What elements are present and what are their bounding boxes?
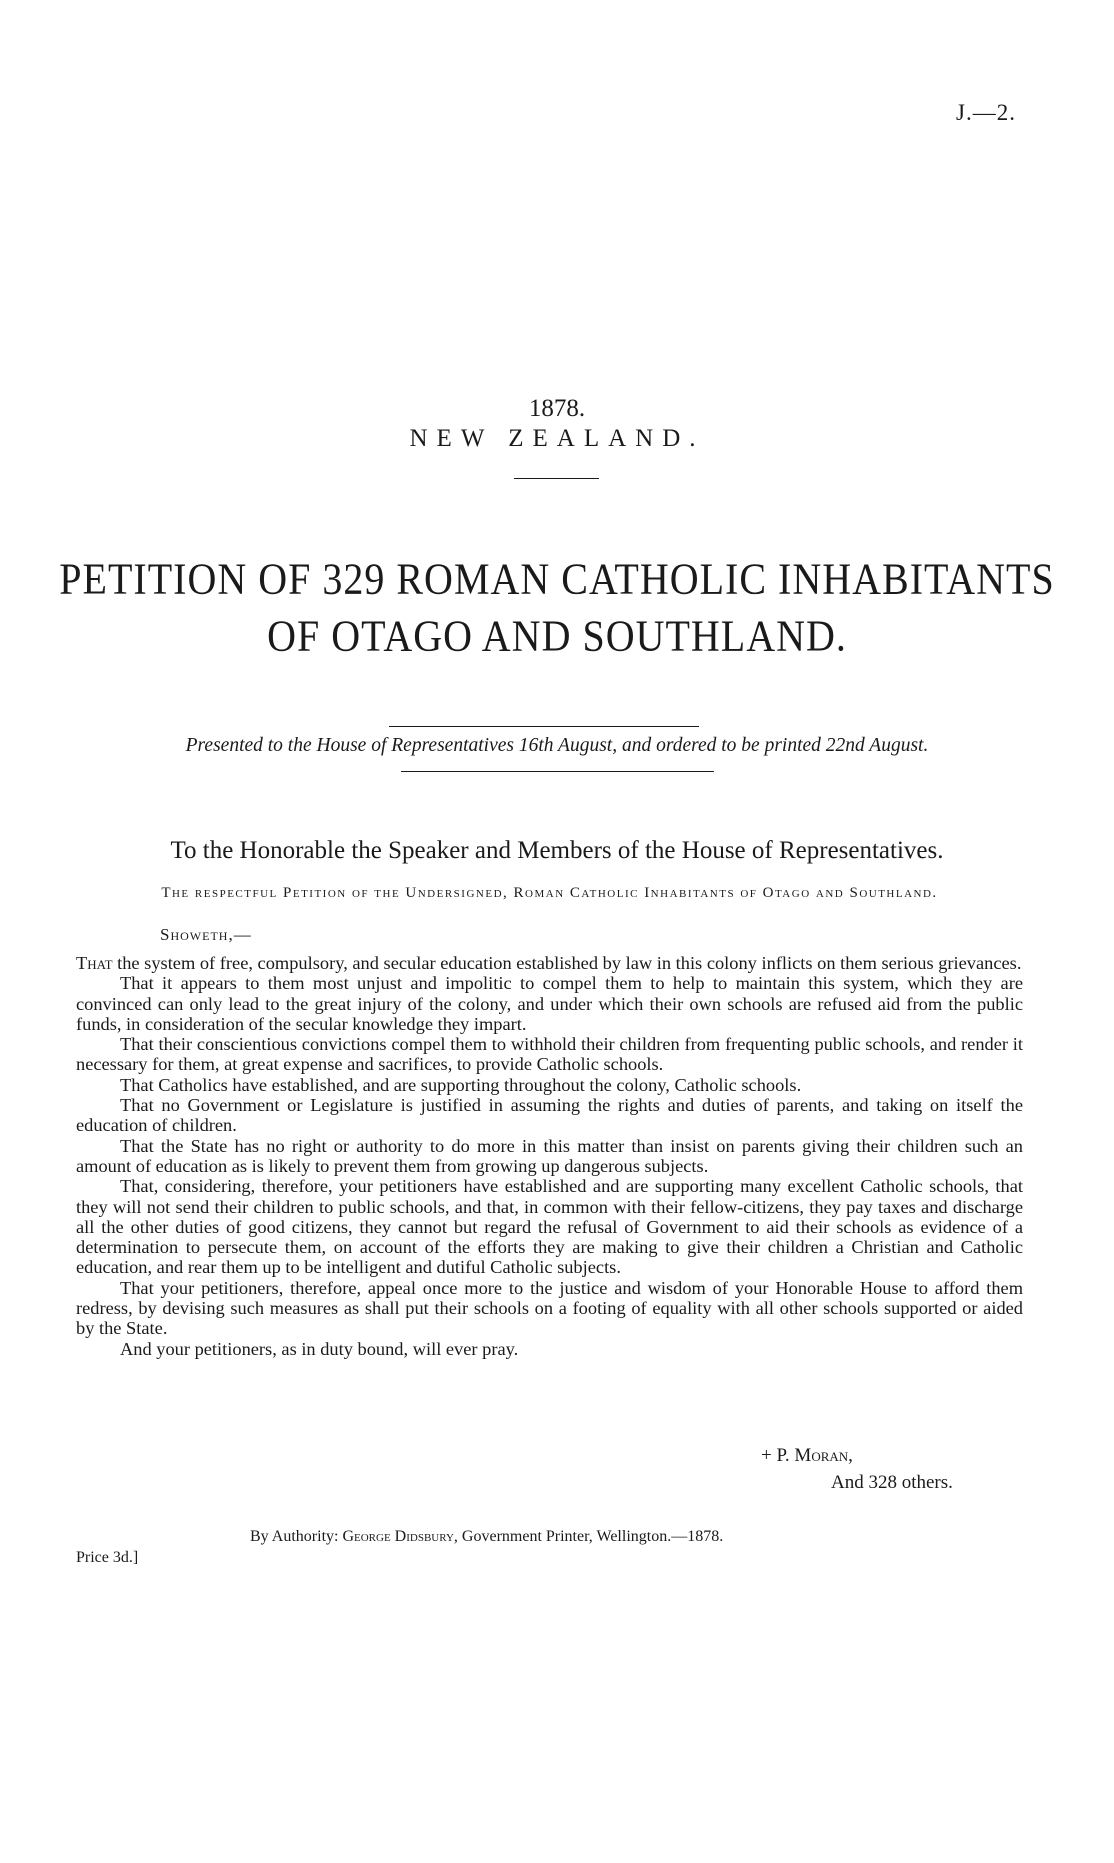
- petition-title-line-2: OF OTAGO AND SOUTHLAND.: [267, 610, 847, 661]
- paragraph-6: That the State has no right or authority to do more in this matter than insist on parents giving their children such an amount of education as is likely to prevent them from growing up dangerous subjects.: [76, 1135, 1023, 1176]
- year: 1878.: [528, 395, 586, 422]
- document-reference: J.—2.: [956, 100, 1016, 125]
- showeth-label: Showeth,—: [160, 925, 252, 944]
- petition-heading: The respectful Petition of the Undersigned, Roman Catholic Inhabitants of Otago and Southland.: [161, 885, 938, 901]
- paragraph-7: That, considering, therefore, your petitioners have established and are supporting many excellent Catholic schools, that they will not send their children to public schools, and that, in common with their fellow-citizens, they pay taxes and discharge all the other duties of good citizens, they cannot but regard the refusal of Government to aid their schools as evidence of a determination to persecute them, on account of the efforts they are making to give their children a Christian and Catholic education, and rear them up to be intelligent and dutiful Catholic subjects.: [76, 1176, 1023, 1278]
- address-line: To the Honorable the Speaker and Members of the House of Representatives.: [170, 837, 944, 864]
- paragraph-8: That your petitioners, therefore, appeal once more to the justice and wisdom of your Honorable House to afford them redress, by devising such measures as shall put their schools on a footing of equality with all other schools supported or aided by the State.: [76, 1277, 1023, 1339]
- paragraph-2: That it appears to them most unjust and impolitic to compel them to help to maintain this system, which they are convinced can only lead to the great injury of the colony, and under which their own schools are refused aid from the public funds, in consideration of the secular knowledge they impart.: [76, 973, 1023, 1034]
- paragraph-5: That no Government or Legislature is justified in assuming the rights and duties of parents, and taking on itself the education of children.: [76, 1095, 1023, 1136]
- signature-name: + P. Moran,: [761, 1445, 853, 1466]
- paragraph-4: That Catholics have established, and are supporting throughout the colony, Catholic schools.: [120, 1074, 802, 1095]
- paragraph-9: And your petitioners, as in duty bound, will ever pray.: [120, 1338, 519, 1359]
- country-heading: NEW ZEALAND.: [409, 425, 705, 452]
- imprint-lead: By Authority:: [250, 1528, 343, 1545]
- paragraph-1-text: the system of free, compulsory, and secular education established by law in this colony inflicts on them serious grievances.: [112, 953, 1022, 973]
- masthead-rule: [514, 478, 599, 479]
- paragraph-1-lead: That: [76, 953, 113, 973]
- paragraph-1: [76, 953, 1023, 973]
- paragraph-3: That their conscientious convictions compel them to withhold their children from frequenting public schools, and render it necessary for them, at great expense and sacrifices, to provide Catholic schools.: [76, 1034, 1023, 1075]
- presented-rule-bottom: [401, 771, 714, 772]
- signature-others: And 328 others.: [831, 1472, 953, 1493]
- imprint-rest: Government Printer, Wellington.—1878.: [457, 1528, 724, 1545]
- petition-body: [76, 953, 1023, 1359]
- petition-title-line-1: PETITION OF 329 ROMAN CATHOLIC INHABITANTS: [59, 553, 1055, 604]
- presented-rule-top: [389, 726, 699, 727]
- price-label: Price 3d.]: [76, 1549, 139, 1566]
- imprint-printer: George Didsbury,: [342, 1528, 458, 1545]
- presented-note: Presented to the House of Representatives 16th August, and ordered to be printed 22nd August.: [185, 735, 929, 756]
- printer-imprint: [250, 1528, 723, 1546]
